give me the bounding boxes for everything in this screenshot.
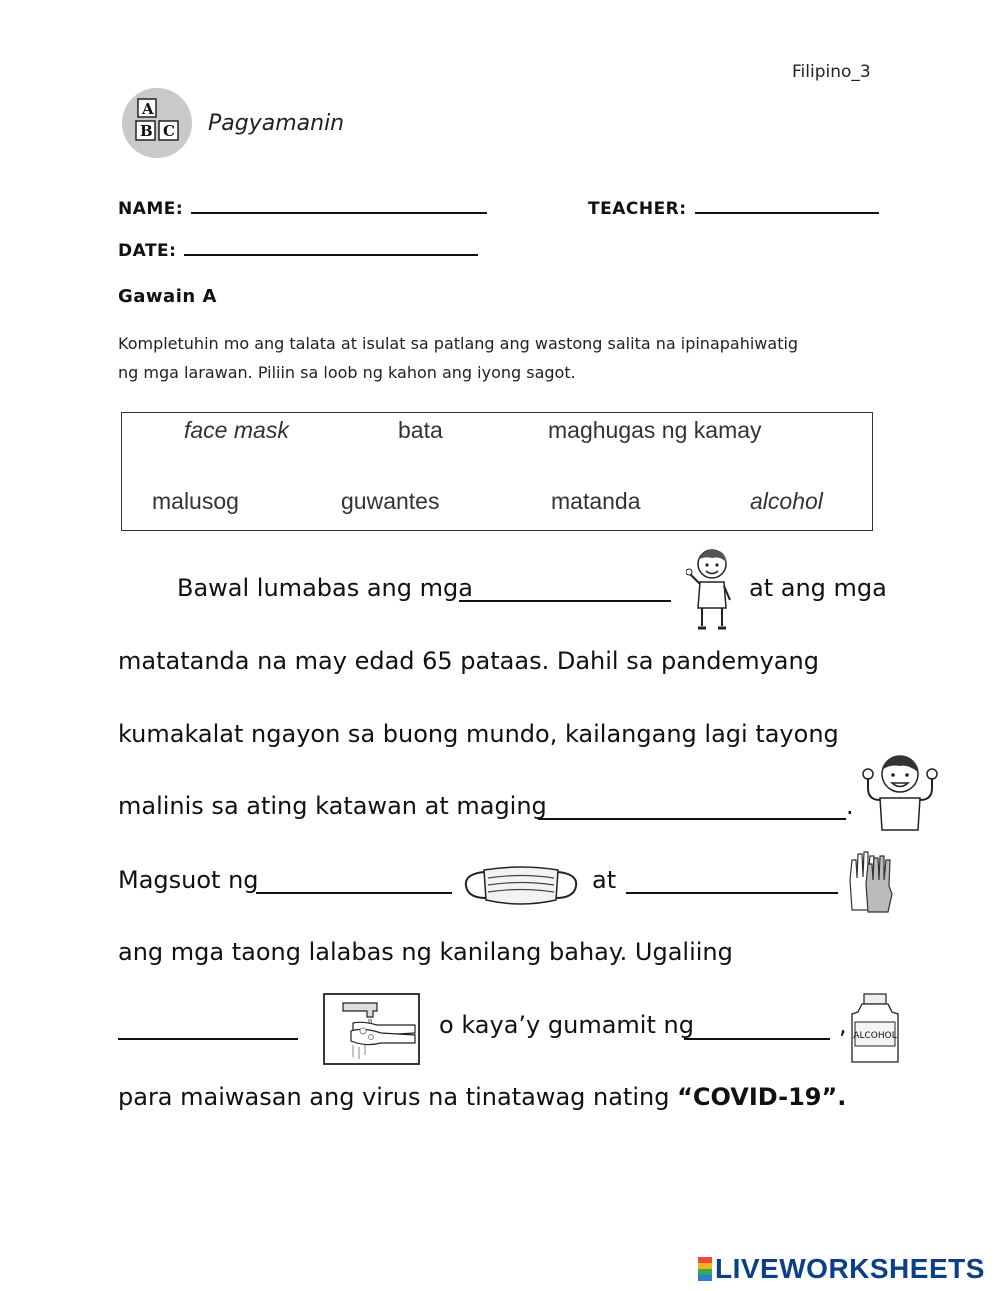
instruction-line-2: ng mga larawan. Piliin sa loob ng kahon ang iyong sagot. [118,363,576,382]
liveworksheets-logo[interactable] [698,1253,985,1285]
paragraph-line-3: kumakalat ngayon sa buong mundo, kailangang lagi tayong [118,720,839,748]
child-icon [686,546,742,638]
blank-5[interactable] [118,1038,298,1040]
logo-letter-a: A [142,100,154,118]
paragraph-line-5b: at [592,866,617,894]
abc-blocks-icon [122,88,192,158]
word-bank-box [121,412,873,531]
blank-3[interactable] [256,892,452,894]
word-alcohol[interactable]: alcohol [750,488,823,514]
teacher-label: TEACHER: [588,199,687,219]
alcohol-bottle-icon [846,992,904,1070]
liveworksheets-brand-text: LIVEWORKSHEETS [715,1253,985,1284]
paragraph-line-1a: Bawal lumabas ang mga [177,574,473,602]
paragraph-line-6: ang mga taong lalabas ng kanilang bahay. Ugaliing [118,938,733,966]
date-input-line[interactable] [184,254,478,256]
word-maghugas-ng-kamay[interactable]: maghugas ng kamay [548,417,762,443]
paragraph-line-8 [118,1083,846,1111]
face-mask-icon [462,862,580,912]
alcohol-bottle-label: ALCOHOL [853,1031,897,1041]
paragraph-line-7a: o kaya’y gumamit ng [439,1011,694,1039]
activity-title: Gawain A [118,286,217,307]
paragraph-line-7b: , [839,1011,847,1039]
date-label: DATE: [118,241,177,261]
handwashing-icon [323,993,420,1069]
blank-2[interactable] [538,818,846,820]
paragraph-line-4a: malinis sa ating katawan at maging [118,792,547,820]
word-guwantes[interactable]: guwantes [341,488,440,514]
paragraph-line-4b: . [846,792,854,820]
blank-4[interactable] [626,892,838,894]
subject-label: Filipino_3 [792,62,871,82]
paragraph-line-8a: para maiwasan ang virus na tinatawag nating [118,1083,670,1111]
name-label: NAME: [118,199,184,219]
word-face-mask[interactable]: face mask [184,417,289,443]
blank-6[interactable] [684,1038,830,1040]
name-input-line[interactable] [191,212,487,214]
word-matanda[interactable]: matanda [551,488,641,514]
word-malusog[interactable]: malusog [152,488,239,514]
covid-term: “COVID-19”. [677,1083,847,1111]
paragraph-line-5a: Magsuot ng [118,866,259,894]
blank-1[interactable] [459,600,671,602]
activity-instructions [118,329,878,387]
strong-child-icon [858,748,944,836]
name-field [118,199,487,219]
word-bata[interactable]: bata [398,417,443,443]
paragraph-line-2: matatanda na may edad 65 pataas. Dahil sa pandemyang [118,647,819,675]
logo-letter-c: C [163,122,175,140]
instruction-line-1: Kompletuhin mo ang talata at isulat sa patlang ang wastong salita na ipinapahiwatig [118,334,799,353]
teacher-field [588,199,879,219]
liveworksheets-logo-icon [698,1257,712,1281]
section-title: Pagyamanin [208,111,345,136]
gloves-icon [846,850,896,920]
logo-letter-b: B [140,122,153,140]
date-field [118,241,478,261]
paragraph-line-1b: at ang mga [749,574,887,602]
teacher-input-line[interactable] [695,212,879,214]
